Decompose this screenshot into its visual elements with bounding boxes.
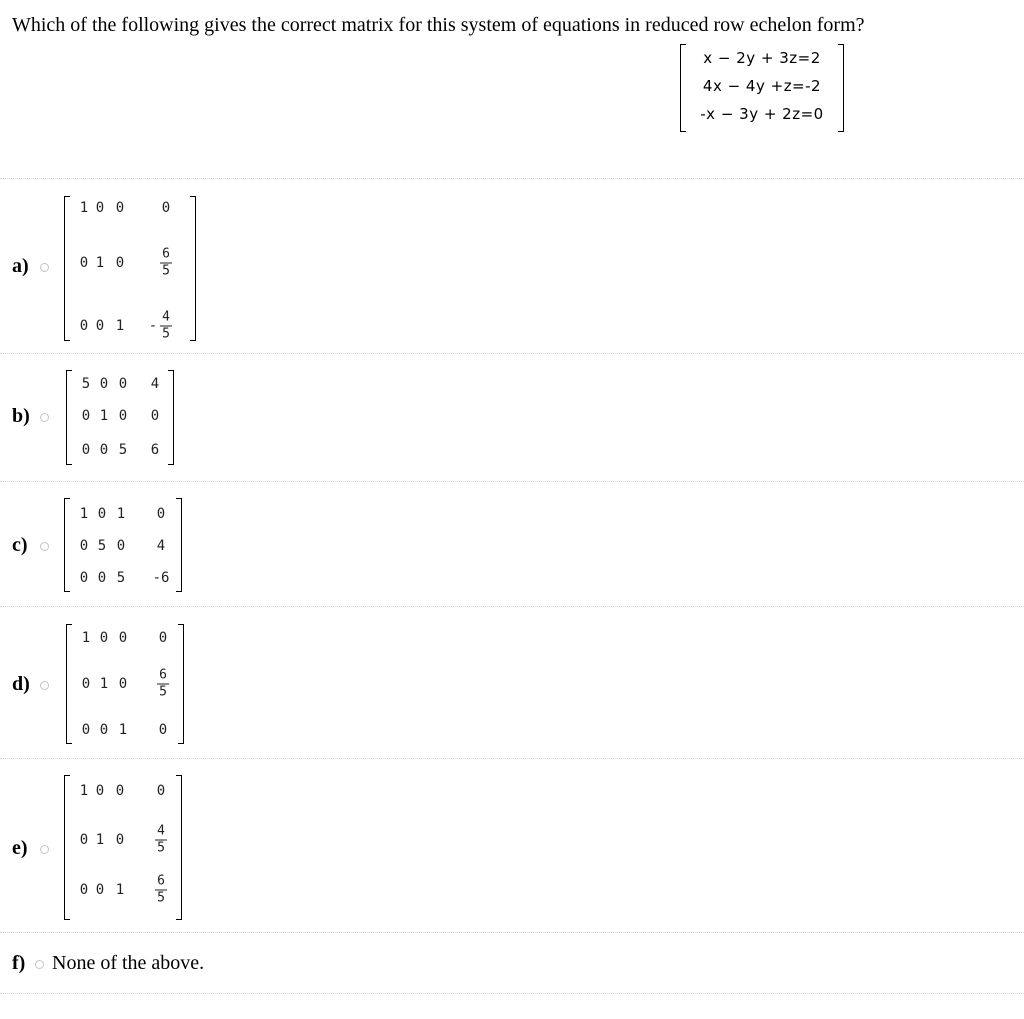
matrix-cell: 0 [99,722,109,738]
option-a-label: a) [12,255,29,277]
matrix-cell: 6 [150,442,160,458]
system-right-bracket [838,44,844,132]
matrix-cell: 0 [81,408,91,424]
matrix-cell: 0 [118,408,128,424]
question-text: Which of the following gives the correct matrix for this system of equations in reduced row echelon form? [12,14,865,36]
fraction-denominator: 5 [162,263,170,279]
option-e-label: e) [12,837,28,859]
system-left-bracket [680,44,686,132]
matrix-cell: 0 [79,570,89,586]
matrix-cell: 0 [97,506,107,522]
matrix-cell: 0 [115,783,125,799]
matrix-cell: 5 [116,570,126,586]
option-b-matrix [66,370,174,465]
matrix-cell: 5 [81,376,91,392]
matrix-cell: 0 [99,376,109,392]
fraction-numerator: 4 [157,823,165,839]
matrix-cell: 1 [116,506,126,522]
option-b-label: b) [12,405,30,427]
matrix-cell: 0 [156,506,166,522]
divider [0,353,1024,354]
matrix-cell: 1 [115,882,125,898]
matrix-fraction [155,875,167,906]
matrix-cell: 1 [95,832,105,848]
matrix-cell: 0 [79,882,89,898]
matrix-cell: 0 [95,882,105,898]
matrix-cell: 0 [81,442,91,458]
matrix-cell: 0 [79,832,89,848]
matrix-cell: 4 [150,376,160,392]
option-d-radio[interactable] [40,681,49,690]
matrix-cell: 0 [150,408,160,424]
equation-3: -x − 3y + 2z=0 [700,105,824,123]
matrix-cell: 0 [95,318,105,334]
matrix-cell: 1 [115,318,125,334]
matrix-cell: 0 [81,722,91,738]
matrix-cell: 0 [158,722,168,738]
matrix-minus-sign: - [148,318,158,334]
matrix-cell: 1 [79,783,89,799]
matrix-cell: 0 [161,200,171,216]
option-c-radio[interactable] [40,542,49,551]
divider [0,606,1024,607]
matrix-cell: 0 [156,783,166,799]
option-f-label: f) [12,952,26,974]
divider [0,993,1024,994]
matrix-cell: 0 [79,318,89,334]
equation-2: 4x − 4y +z=-2 [702,77,822,95]
matrix-cell: 0 [116,538,126,554]
option-e-matrix [64,775,182,920]
matrix-cell: -6 [152,570,170,586]
matrix-cell: 5 [97,538,107,554]
matrix-cell: 1 [118,722,128,738]
matrix-cell: 0 [118,630,128,646]
fraction-denominator: 5 [157,840,165,856]
matrix-cell: 1 [99,676,109,692]
matrix-cell: 0 [99,630,109,646]
matrix-cell: 0 [115,200,125,216]
matrix-cell: 1 [81,630,91,646]
divider [0,178,1024,179]
matrix-cell: 1 [99,408,109,424]
matrix-fraction [155,825,167,856]
option-f-radio[interactable] [35,960,44,969]
fraction-numerator: 6 [159,667,167,683]
fraction-numerator: 6 [162,246,170,262]
matrix-cell: 0 [79,255,89,271]
fraction-numerator: 6 [157,873,165,889]
divider [0,758,1024,759]
option-d-label: d) [12,673,30,695]
matrix-cell: 0 [115,832,125,848]
matrix-cell: 0 [158,630,168,646]
divider [0,932,1024,933]
matrix-cell: 5 [118,442,128,458]
matrix-cell: 0 [95,783,105,799]
option-c-label: c) [12,534,28,556]
equation-system [680,44,844,132]
matrix-fraction [160,311,172,342]
matrix-cell: 0 [118,676,128,692]
matrix-cell: 1 [79,506,89,522]
matrix-cell: 1 [95,255,105,271]
fraction-denominator: 5 [162,326,170,342]
fraction-denominator: 5 [157,890,165,906]
matrix-cell: 1 [79,200,89,216]
matrix-cell: 0 [99,442,109,458]
matrix-cell: 0 [79,538,89,554]
matrix-cell: 0 [118,376,128,392]
matrix-cell: 0 [97,570,107,586]
matrix-cell: 0 [81,676,91,692]
option-e-radio[interactable] [40,845,49,854]
fraction-numerator: 4 [162,309,170,325]
option-d-matrix [66,624,184,744]
fraction-denominator: 5 [159,684,167,700]
option-b-radio[interactable] [40,413,49,422]
matrix-cell: 4 [156,538,166,554]
matrix-cell: 0 [115,255,125,271]
matrix-fraction [160,248,172,279]
divider [0,481,1024,482]
matrix-cell: 0 [95,200,105,216]
matrix-fraction [157,669,169,700]
equation-1: x − 2y + 3z=2 [703,49,821,67]
option-f-text: None of the above. [52,952,205,974]
option-a-radio[interactable] [40,263,49,272]
option-c-matrix [64,498,182,592]
option-a-matrix [64,196,196,341]
